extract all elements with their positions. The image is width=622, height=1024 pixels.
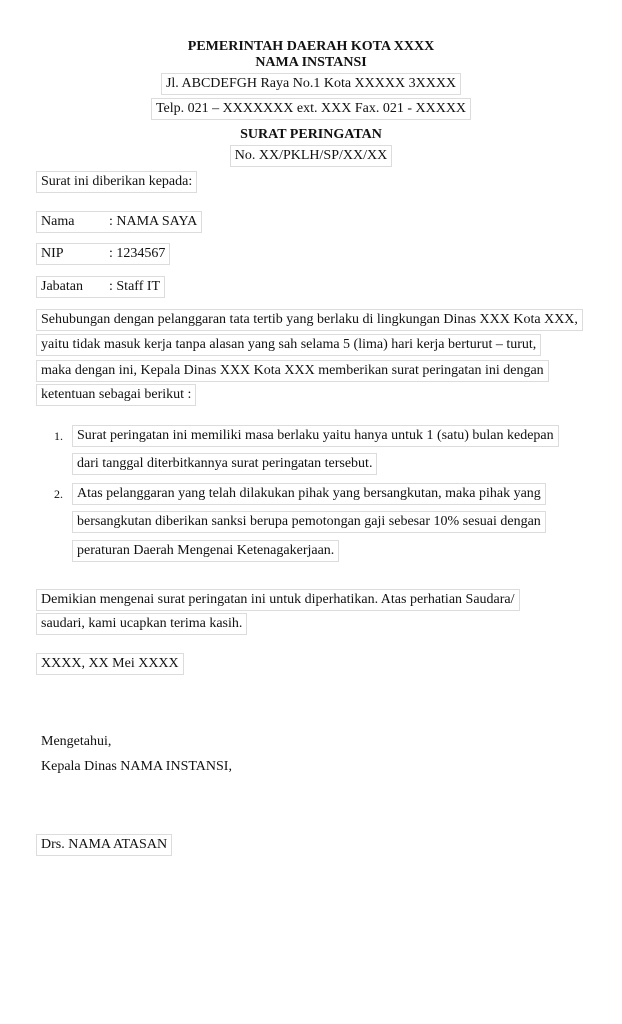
document-title: SURAT PERINGATAN — [240, 127, 382, 142]
recipient-nip-row — [36, 243, 170, 265]
header-phone — [0, 98, 622, 120]
phone-text: Telp. 021 – XXXXXXX ext. XXX Fax. 021 - XXXXX — [151, 98, 471, 120]
intro-text: Surat ini diberikan kepada: — [36, 171, 197, 193]
list-item-2-number: 2. — [54, 487, 63, 501]
recipient-nip-label: NIP — [41, 246, 64, 261]
recipient-position-row — [36, 276, 165, 298]
closing-line-2: saudari, kami ucapkan terima kasih. — [36, 613, 247, 635]
recipient-nip-value: : 1234567 — [109, 246, 166, 261]
closing-line-1: Demikian mengenai surat peringatan ini untuk diperhatikan. Atas perhatian Saudara/ — [36, 589, 520, 611]
recipient-name-row — [36, 211, 202, 233]
paragraph-1-line-1: Sehubungan dengan pelanggaran tata tertib yang berlaku di lingkungan Dinas XXX Kota XXX, — [36, 309, 583, 331]
list-item-2-line-1: Atas pelanggaran yang telah dilakukan pihak yang bersangkutan, maka pihak yang — [72, 483, 546, 505]
signature-title: Kepala Dinas NAMA INSTANSI, — [41, 759, 232, 774]
recipient-position-label: Jabatan — [41, 279, 83, 294]
paragraph-1-line-3: maka dengan ini, Kepala Dinas XXX Kota XXX memberikan surat peringatan ini dengan — [36, 360, 549, 382]
address-text: Jl. ABCDEFGH Raya No.1 Kota XXXXX 3XXXX — [161, 73, 461, 95]
document-number — [0, 145, 622, 167]
document-number-text: No. XX/PKLH/SP/XX/XX — [230, 145, 392, 167]
list-item-1-line-1: Surat peringatan ini memiliki masa berlaku yaitu hanya untuk 1 (satu) bulan kedepan — [72, 425, 559, 447]
signature-acknowledged: Mengetahui, — [41, 734, 112, 749]
list-item-2-line-3: peraturan Daerah Mengenai Ketenagakerjaan. — [72, 540, 339, 562]
recipient-position-value: : Staff IT — [109, 279, 161, 294]
signatory-name: Drs. NAMA ATASAN — [36, 834, 172, 856]
recipient-name-label: Nama — [41, 214, 75, 229]
paragraph-1-line-2: yaitu tidak masuk kerja tanpa alasan yang sah selama 5 (lima) hari kerja berturut – turut, — [36, 334, 541, 356]
header-line-2: NAMA INSTANSI — [255, 55, 367, 70]
list-item-1-number: 1. — [54, 429, 63, 443]
paragraph-1-line-4: ketentuan sebagai berikut : — [36, 384, 196, 406]
recipient-name-value: : NAMA SAYA — [109, 214, 198, 229]
header-line-1: PEMERINTAH DAERAH KOTA XXXX — [187, 39, 435, 54]
list-item-1-line-2: dari tanggal diterbitkannya surat peringatan tersebut. — [72, 453, 377, 475]
list-item-2-line-2: bersangkutan diberikan sanksi berupa pemotongan gaji sebesar 10% sesuai dengan — [72, 511, 546, 533]
header-address — [0, 73, 622, 95]
letter-date: XXXX, XX Mei XXXX — [36, 653, 184, 675]
